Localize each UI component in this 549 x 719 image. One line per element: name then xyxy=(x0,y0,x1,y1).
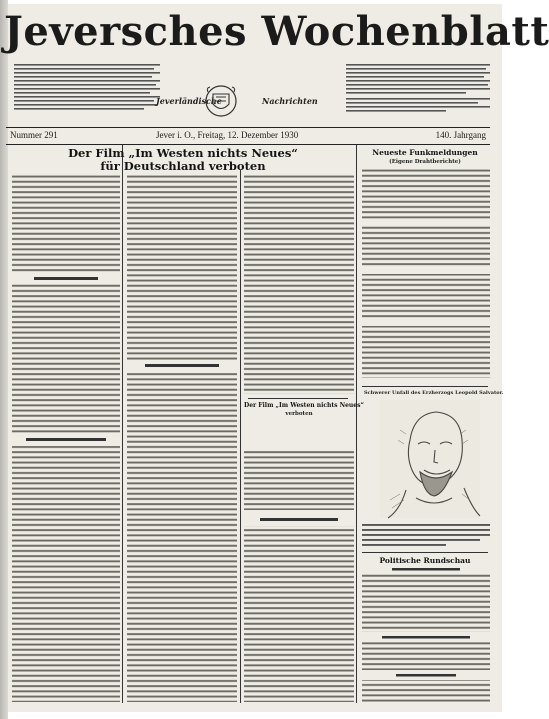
masthead-subtitle-right: Nachrichten xyxy=(262,96,318,106)
column-rule xyxy=(356,145,357,703)
issue-number: Nummer 291 xyxy=(10,130,58,140)
main-headline-line2: für Deutschland verboten xyxy=(100,159,266,173)
news-headline: Neueste Funkmeldungen xyxy=(372,148,478,157)
masthead-subtitle-left: Jeverländische xyxy=(156,96,222,106)
issue-volume: 140. Jahrgang xyxy=(435,130,486,140)
masthead-title: Jeversches Wochenblatt xyxy=(4,8,549,55)
article-column-3 xyxy=(244,174,364,702)
scan-edge xyxy=(0,0,8,719)
issue-header xyxy=(6,127,490,145)
divider xyxy=(362,552,488,553)
photo-caption: Schwerer Unfall des Erzherzogs Leopold Salvator. xyxy=(364,390,504,396)
news-subheadline: (Eigene Drahtberichte) xyxy=(389,159,461,165)
divider xyxy=(248,398,348,399)
politics-headline: Politische Rundschau xyxy=(379,556,471,565)
article-column-1 xyxy=(12,174,120,702)
crest-emblem xyxy=(204,84,238,118)
masthead-left-notice xyxy=(14,64,162,122)
divider xyxy=(362,386,488,387)
column-rule xyxy=(122,145,123,703)
main-headline-line1: Der Film „Im Westen nichts Neues“ xyxy=(68,146,298,160)
politics-column-text xyxy=(362,568,490,702)
article-column-2 xyxy=(127,174,237,702)
film-subheadline: verboten xyxy=(285,411,313,417)
news-column-text xyxy=(362,168,490,388)
masthead-right-notice xyxy=(346,64,492,122)
portrait-illustration xyxy=(380,400,480,518)
issue-place-date: Jever i. O., Freitag, 12. Dezember 1930 xyxy=(156,130,299,140)
column-rule xyxy=(240,170,241,703)
film-headline: Der Film „Im Westen nichts Neues“ xyxy=(244,402,364,409)
